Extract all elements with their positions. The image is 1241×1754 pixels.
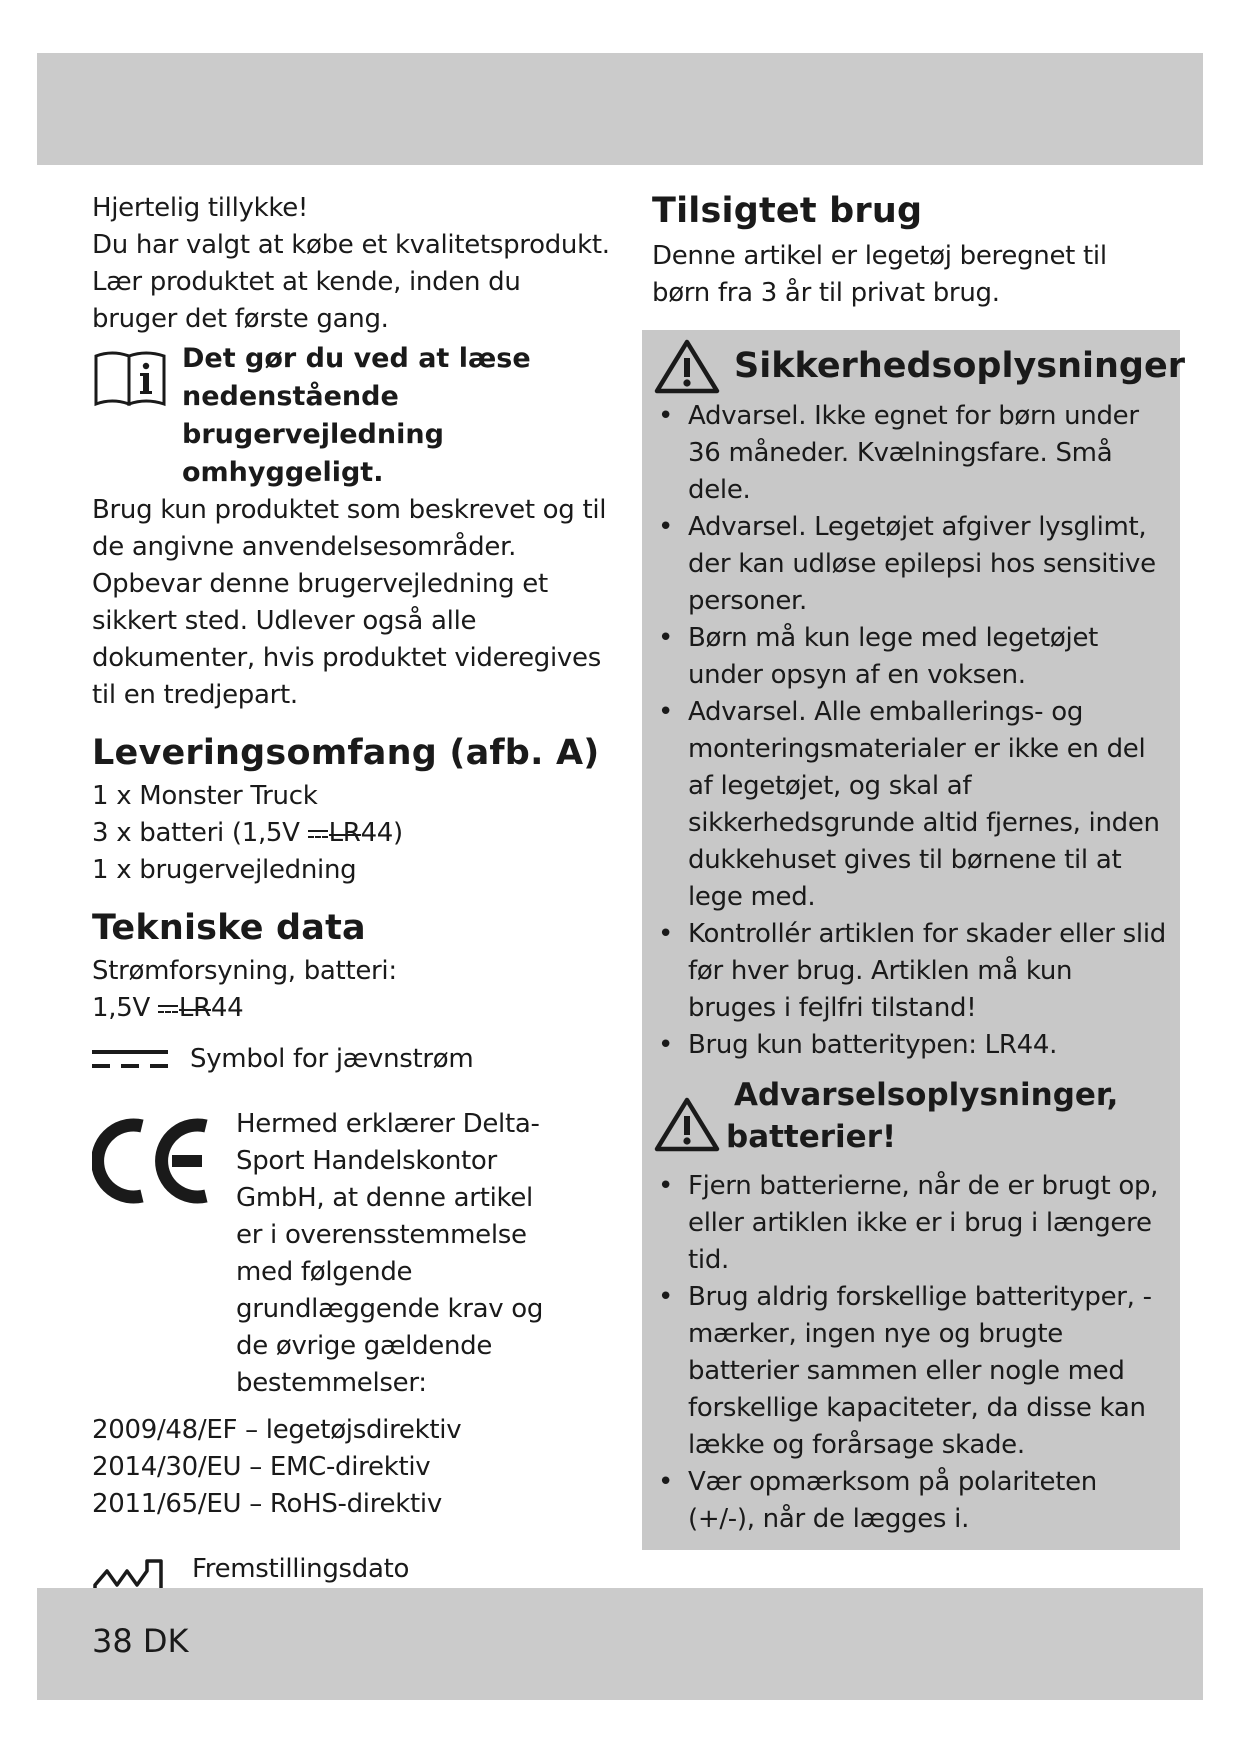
manual-info-icon xyxy=(92,346,168,408)
tech-voltage-end: 44 xyxy=(210,993,244,1023)
list-item: • Advarsel. Ikke egnet for børn under 36 måneder. Kvælningsfare. Små dele. xyxy=(654,398,1166,509)
direct-current-icon xyxy=(92,1046,168,1074)
usage-text: Brug kun produktet som beskrevet og til de angivne anvendelsesområder. Opbevar denne brugervejledning et sikkert sted. Udlever også alle dokumenter, hvis produktet videregives til en tredjepart. xyxy=(92,495,607,710)
read-manual-text: Det gør du ved at læse nedenstående brugervejledning omhyggeligt. xyxy=(182,343,531,488)
tech-heading: Tekniske data xyxy=(92,908,366,948)
ce-declaration xyxy=(92,1106,612,1402)
list-item: • Kontrollér artiklen for skader eller slid før hver brug. Artiklen må kun bruges i fejlfri tilstand! xyxy=(654,916,1166,1027)
directive-item: 2014/30/EU – EMC-direktiv xyxy=(92,1452,431,1482)
delivery-item-2-end: 44) xyxy=(360,818,403,848)
intended-use-heading: Tilsigtet brug xyxy=(652,191,923,231)
battery-heading xyxy=(726,1074,1119,1158)
battery-list xyxy=(654,1168,1166,1538)
delivery-item-1: 1 x Monster Truck xyxy=(92,781,318,811)
tech-voltage-text: 1,5V xyxy=(92,993,158,1023)
read-manual-note xyxy=(92,340,612,492)
intro-line-3: Lær produktet at kende, inden du bruger det første gang. xyxy=(92,267,521,334)
right-column xyxy=(652,190,1185,1550)
list-item: • Brug kun batteritypen: LR44. xyxy=(654,1027,1166,1064)
safety-list xyxy=(654,398,1166,1064)
delivery-item-3: 1 x brugervejledning xyxy=(92,855,357,885)
ce-mark-icon xyxy=(92,1116,218,1206)
battery-heading-line-2: batterier! xyxy=(726,1119,897,1155)
warning-triangle-icon xyxy=(654,338,720,394)
page-number: 38 DK xyxy=(92,1622,189,1660)
safety-header xyxy=(654,338,1185,394)
directive-item: 2009/48/EF – legetøjsdirektiv xyxy=(92,1415,462,1445)
list-item: • Advarsel. Alle emballerings- og monteringsmaterialer er ikke en del af legetøjet, og skal af sikkerhedsgrunde altid fjernes, inden dukkehuset gives til børnene til at lege med. xyxy=(654,694,1166,916)
dc-symbol-label: Symbol for jævnstrøm xyxy=(190,1044,474,1074)
directive-list xyxy=(92,1412,612,1523)
manufacture-label: Fremstillingsdato xyxy=(192,1554,410,1584)
safety-box xyxy=(642,330,1185,1550)
ce-text: Hermed erklærer Delta-Sport Handelskontor GmbH, at denne artikel er i overensstemmelse med følgende grundlæggende krav og de øvrige gældende bestemmelser: xyxy=(236,1109,544,1398)
delivery-item-2-text: 3 x batteri (1,5V xyxy=(92,818,308,848)
warning-triangle-icon xyxy=(654,1096,720,1152)
left-column xyxy=(92,190,612,1625)
intro-line-2: Du har valgt at købe et kvalitetsprodukt. xyxy=(92,230,610,260)
delivery-item-2 xyxy=(92,815,612,852)
battery-warning-header xyxy=(654,1074,1166,1158)
dc-inline-icon xyxy=(158,1002,178,1016)
directive-item: 2011/65/EU – RoHS-direktiv xyxy=(92,1489,442,1519)
intro-line-1: Hjertelig tillykke! xyxy=(92,193,309,223)
intended-use-text: Denne artikel er legetøj beregnet til børn fra 3 år til privat brug. xyxy=(652,241,1107,308)
footer-band xyxy=(37,1588,1203,1700)
safety-heading: Sikkerhedsoplysninger xyxy=(734,346,1185,386)
dc-symbol-row xyxy=(92,1041,612,1078)
struck-type: LR xyxy=(329,815,361,852)
list-item: • Advarsel. Legetøjet afgiver lysglimt, der kan udløse epilepsi hos sensitive personer. xyxy=(654,509,1166,620)
tech-supply: Strømforsyning, batteri: xyxy=(92,956,397,986)
list-item: • Børn må kun lege med legetøjet under opsyn af en voksen. xyxy=(654,620,1166,694)
list-item: • Fjern batterierne, når de er brugt op, eller artiklen ikke er i brug i længere tid. xyxy=(654,1168,1166,1279)
dc-inline-icon xyxy=(308,827,328,841)
struck-type: LR xyxy=(179,990,211,1027)
tech-voltage xyxy=(92,990,612,1027)
list-item: • Vær opmærksom på polariteten (+/-), når de lægges i. xyxy=(654,1464,1166,1538)
delivery-heading: Leveringsomfang (afb. A) xyxy=(92,733,600,773)
header-band xyxy=(37,53,1203,165)
list-item: • Brug aldrig forskellige batterityper, -mærker, ingen nye og brugte batterier sammen eller nogle med forskellige kapaciteter, da disse kan lække og forårsage skade. xyxy=(654,1279,1166,1464)
battery-heading-line-1: Advarselsoplysninger, xyxy=(734,1077,1119,1113)
